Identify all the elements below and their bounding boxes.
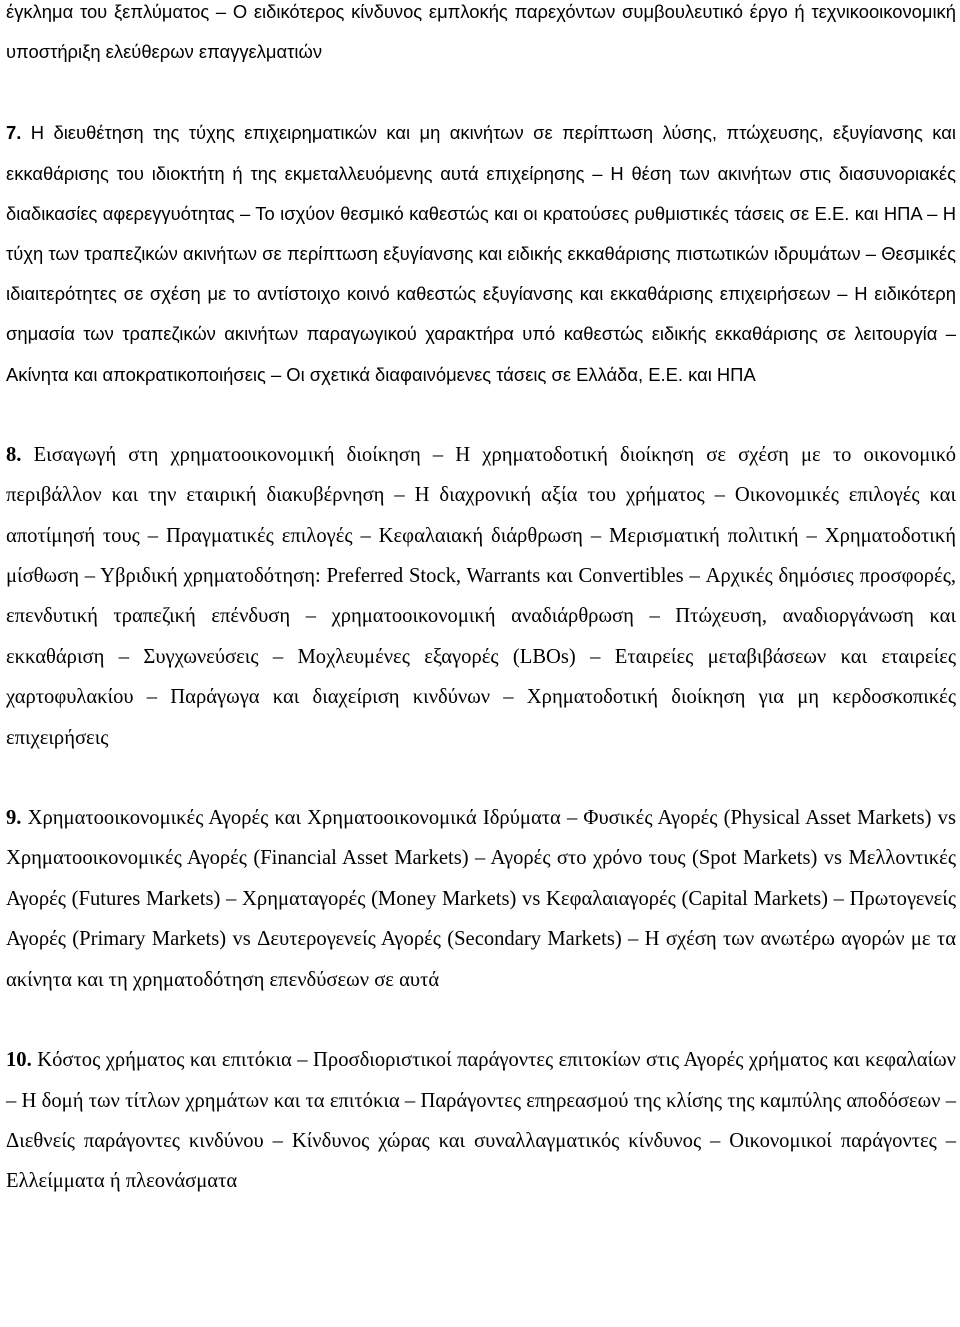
section-7-paragraph: [6, 113, 956, 394]
section-8-paragraph: [6, 435, 956, 758]
section-text: Εισαγωγή στη χρηματοοικονομική διοίκηση – Η χρηματοδοτική διοίκηση σε σχέση με το οικονομικό περιβάλλον και την εταιρική διακυβέρνηση – Η διαχρονική αξία του χρήματος – Οικονομικές επιλογές και αποτίμησή τους – Πραγματικές επιλογές – Κεφαλαιακή διάρθρωση – Μερισματική πολιτική – Χρηματοδοτική μίσθωση – Υβριδική χρηματοδότηση: Preferred Stock, Warrants και Convertibles – Αρχικές δημόσιες προσφορές, επενδυτική τραπεζική επένδυση – χρηματοοικονομική αναδιάρθρωση – Πτώχευση, αναδιοργάνωση και εκκαθάριση – Συγχωνεύσεις – Μοχλευμένες εξαγορές (LBOs) – Εταιρείες μεταβιβάσεων και εταιρείες χαρτοφυλακίου – Παράγωγα και διαχείριση κινδύνων – Χρηματοδοτική διοίκηση για μη κερδοσκοπικές επιχειρήσεις: [6, 443, 956, 749]
paragraph-text: έγκλημα του ξεπλύματος – Ο ειδικότερος κίνδυνος εμπλοκής παρεχόντων συμβουλευτικό έργο ή τεχνικοοικονομική υποστήριξη ελεύθερων επαγγελματιών: [6, 1, 956, 63]
section-text: Κόστος χρήματος και επιτόκια – Προσδιοριστικοί παράγοντες επιτοκίων στις Αγορές χρήματος και κεφαλαίων – Η δομή των τίτλων χρημάτων και τα επιτόκια – Παράγοντες επηρεασμού της κλίσης της καμπύλης αποδόσεων – Διεθνείς παράγοντες κινδύνου – Κίνδυνος χώρας και συναλλαγματικός κίνδυνος – Οικονομικοί παράγοντες – Ελλείμματα ή πλεονάσματα: [6, 1049, 956, 1193]
section-9-paragraph: [6, 798, 956, 1000]
section-text: Η διευθέτηση της τύχης επιχειρηματικών και μη ακινήτων σε περίπτωση λύσης, πτώχευσης, εξυγίανσης και εκκαθάρισης του ιδιοκτήτη ή της εκμεταλλευόμενης αυτά επιχείρησης – Η θέση των ακινήτων στις διασυνοριακές διαδικασίες αφερεγγυότητας – Το ισχύον θεσμικό καθεστώς και οι κρατούσες ρυθμιστικές τάσεις σε Ε.Ε. και ΗΠΑ – Η τύχη των τραπεζικών ακινήτων σε περίπτωση εξυγίανσης και ειδικής εκκαθάρισης πιστωτικών ιδρυμάτων – Θεσμικές ιδιαιτερότητες σε σχέση με το αντίστοιχο κοινό καθεστώς εξυγίανσης και εκκαθάρισης επιχειρήσεων – Η ειδικότερη σημασία των τραπεζικών ακινήτων παραγωγικού χαρακτήρα υπό καθεστώς ειδικής εκκαθάρισης σε λειτουργία – Ακίνητα και αποκρατικοποιήσεις – Οι σχετικά διαφαινόμενες τάσεις σε Ελλάδα, Ε.Ε. και ΗΠΑ: [6, 122, 956, 385]
section-text: Χρηματοοικονομικές Αγορές και Χρηματοοικονομικά Ιδρύματα – Φυσικές Αγορές (Physical Asset Markets) vs Χρηματοοικονομικές Αγορές (Financial Asset Markets) – Αγορές στο χρόνο τους (Spot Markets) vs Μελλοντικές Αγορές (Futures Markets) – Χρηματαγορές (Money Markets) vs Κεφαλαιαγορές (Capital Markets) – Πρωτογενείς Αγορές (Primary Markets) vs Δευτερογενείς Αγορές (Secondary Markets) – Η σχέση των ανωτέρω αγορών με τα ακίνητα και τη χρηματοδότηση επενδύσεων σε αυτά: [6, 807, 956, 991]
section-number: 9.: [6, 807, 22, 830]
section-number: 7.: [6, 122, 22, 144]
continued-paragraph: [6, 0, 956, 72]
section-number: 8.: [6, 443, 22, 466]
section-10-paragraph: [6, 1040, 956, 1202]
section-number: 10.: [6, 1049, 32, 1072]
document-page: [6, 0, 956, 1202]
